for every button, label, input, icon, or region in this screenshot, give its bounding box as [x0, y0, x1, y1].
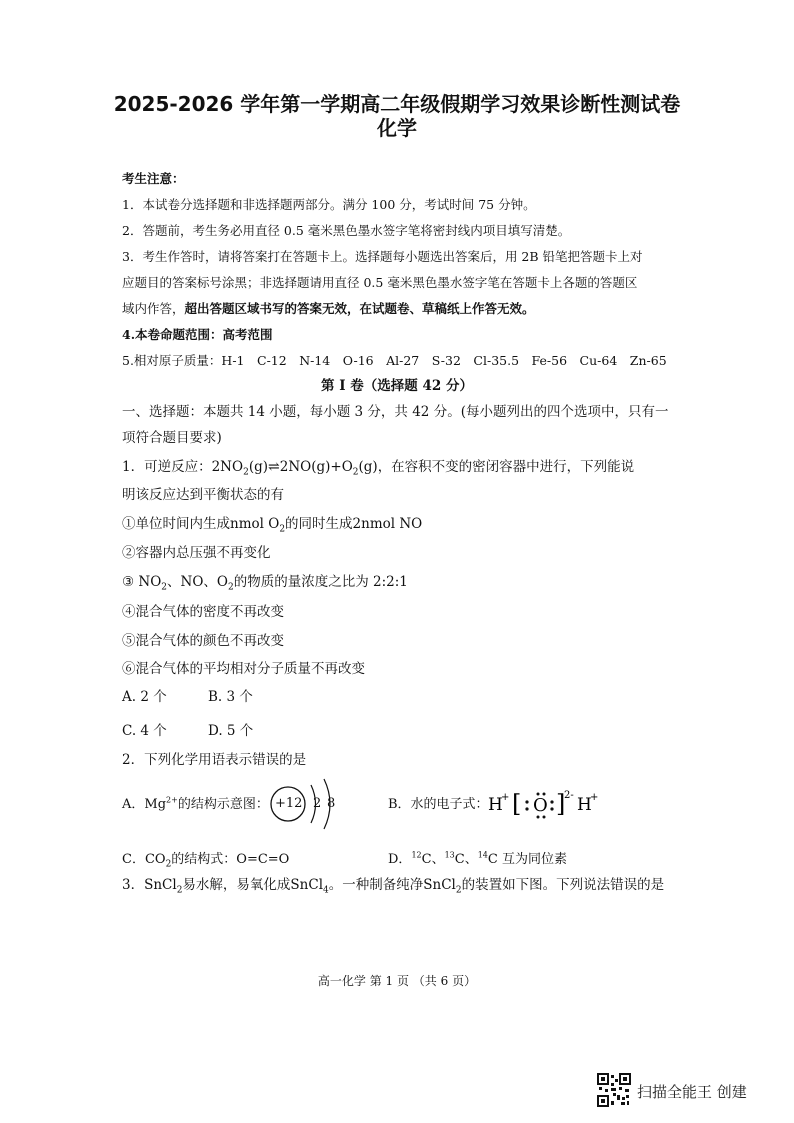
q2-option-b — [388, 793, 489, 812]
nucleus-label: +12 — [275, 796, 303, 811]
q1-c3-mid: 、NO、O — [167, 574, 228, 590]
svg-text:+: + — [590, 792, 599, 803]
q2-a-tail: 的结构示意图： — [177, 797, 269, 812]
q1-option-a: A. 2 个 — [122, 689, 167, 705]
q2-a-sup: 2+ — [166, 795, 178, 805]
notice-item-3c — [122, 300, 535, 318]
notice-item-4: 4.本卷命题范围：高考范围 — [122, 327, 273, 342]
q1-stem-suffix: ，在容积不变的密闭容器中进行，下列能说 — [377, 459, 635, 475]
notice-item-1: 1．本试卷分选择题和非选择题两部分。满分 100 分，考试时间 75 分钟。 — [122, 197, 536, 212]
section-intro-a: 一、选择题：本题共 14 小题，每小题 3 分，共 42 分。(每小题列出的四个选项中，只有一 — [122, 404, 669, 420]
notice-item-3b: 应题目的答案标号涂黑；非选择题请用直径 0.5 毫米黑色墨水签字笔在答题卡上各题的答题区 — [122, 275, 638, 290]
q1-eq-left: 2NO — [211, 459, 244, 475]
q1-condition-6: ⑥混合气体的平均相对分子质量不再改变 — [122, 661, 365, 677]
q2-option-c: C．$CO_2$的结构式：O=C=O — [122, 852, 290, 870]
q1-c3-head: ③ NO — [122, 574, 162, 590]
q2-c-tail: 的结构式：O=C=O — [171, 852, 290, 867]
q1-condition-3: ③ $NO_2$、NO、$O_2$的物质的量浓度之比为 2:2:1 — [122, 574, 408, 593]
shell-2-electrons: 8 — [327, 796, 336, 811]
q3-stem-a: 3．SnCl — [122, 877, 177, 893]
svg-text:[: [ — [512, 790, 522, 818]
notice-item-3a: 3．考生作答时，请将答案打在答题卡上。选择题每小题选出答案后，用 2B 铅笔把答题卡上对 — [122, 249, 643, 264]
svg-text:]: ] — [556, 790, 566, 818]
q1-condition-5: ⑤混合气体的颜色不再改变 — [122, 633, 284, 649]
q2-c-label: C．CO — [122, 852, 166, 867]
q2-a-label: A．Mg — [122, 797, 167, 812]
svg-text:+: + — [501, 792, 510, 803]
scanner-watermark — [597, 1073, 777, 1109]
scanner-label: 扫描全能王 创建 — [637, 1083, 747, 1101]
section-title: 第 I 卷（选择题 42 分） — [321, 378, 473, 394]
svg-text:O: O — [533, 795, 548, 816]
q1-stem-line2: 明该反应达到平衡状态的有 — [122, 487, 284, 503]
notice-item-3c-normal: 域内作答， — [122, 301, 185, 316]
notice-item-5: 5.相对原子质量：H-1 C-12 N-14 O-16 Al-27 S-32 Cl-35.5 Fe-56 Cu-64 Zn-65 — [122, 353, 667, 368]
q2-b-label: B．水的电子式： — [388, 797, 489, 812]
q1-c1-tail: 的同时生成2nmol NO — [285, 516, 423, 532]
q1-c1-head: ①单位时间内生成nmol O — [122, 516, 280, 532]
q1-condition-4: ④混合气体的密度不再改变 — [122, 604, 284, 620]
q1-option-c: C. 4 个 — [122, 723, 167, 739]
svg-text:2-: 2- — [564, 790, 574, 801]
page-footer: 高一化学 第 1 页 （共 6 页） — [317, 974, 477, 988]
q1-condition-2: ②容器内总压强不再变化 — [122, 545, 271, 561]
svg-text:H: H — [488, 795, 503, 815]
q3-stem: 3．SnCl$_2$易水解，易氧化成SnCl$_4$。一种制备纯净SnCl$_2$的装置如下图。下列说法错误的是 — [122, 877, 665, 896]
q1-option-d: D. 5 个 — [208, 723, 254, 739]
qr-code-icon — [597, 1073, 631, 1107]
notice-item-3c-bold: 超出答题区域书写的答案无效，在试题卷、草稿纸上作答无效。 — [184, 301, 535, 316]
svg-text:H: H — [577, 795, 592, 815]
q1-equation: $2NO_2(g)\rightleftharpoons 2NO(g)+O_2(g)$ — [211, 459, 378, 478]
water-electron-formula — [488, 782, 608, 824]
shell-1-electrons: 2 — [313, 796, 322, 811]
q1-c3-tail: 的物质的量浓度之比为 2:2:1 — [233, 574, 408, 590]
q1-stem-prefix: 1．可逆反应： — [122, 459, 212, 475]
q2-d-label: D． — [388, 852, 412, 867]
q1-condition-1: ①单位时间内生成nmol $O_2$的同时生成2nmol NO — [122, 516, 423, 535]
q2-option-d: D．$^{12}$C、$^{13}$C、$^{14}$C 互为同位素 — [388, 850, 568, 867]
q3-stem-c: 。一种制备纯净SnCl — [328, 877, 456, 893]
q2-d-tail: 互为同位素 — [502, 852, 568, 867]
section-intro-b: 项符合题目要求) — [122, 430, 222, 446]
q1-option-b: B. 3 个 — [208, 689, 253, 705]
q1-eq-right: 2NO(g)+O — [279, 459, 353, 475]
q3-stem-d: 的装置如下图。下列说法错误的是 — [461, 877, 665, 893]
q3-stem-b: 易水解，易氧化成SnCl — [182, 877, 324, 893]
notice-heading: 考生注意： — [122, 171, 185, 186]
q2-stem: 2．下列化学用语表示错误的是 — [122, 752, 307, 768]
exam-subject: 化学 — [377, 116, 417, 140]
notice-item-2: 2．答题前，考生务必用直径 0.5 毫米黑色墨水签字笔将密封线内项目填写清楚。 — [122, 223, 571, 238]
equilibrium-arrow-icon: ⇌ — [268, 459, 280, 475]
q1-stem — [122, 458, 634, 482]
exam-title: 2025-2026 学年第一学期高二年级假期学习效果诊断性测试卷 — [113, 92, 681, 116]
q2-option-a — [122, 793, 269, 812]
